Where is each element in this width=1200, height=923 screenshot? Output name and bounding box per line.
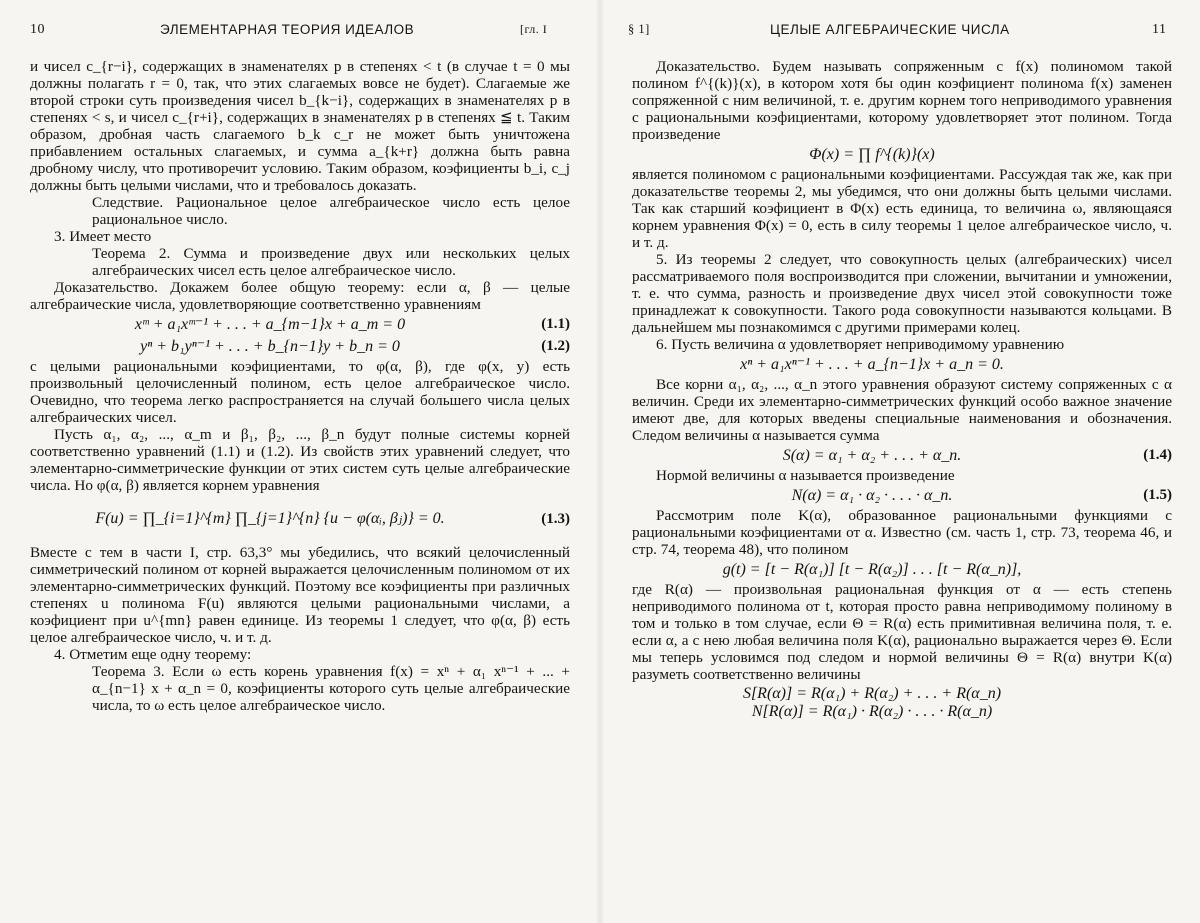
- page-number: 11: [1152, 22, 1167, 37]
- equation: [632, 354, 1172, 375]
- equation: [632, 559, 1172, 580]
- equation-expr: S(α) = α₁ + α₂ + . . . + α_n.: [782, 447, 962, 464]
- paragraph: 4. Отметим еще одну теорему:: [54, 646, 252, 663]
- equation-number: (1.5): [1143, 487, 1172, 503]
- corollary: Следствие. Рациональное целое алгебраическое число есть целое рациональное число.: [92, 194, 570, 228]
- equation-expr-pair: [632, 685, 1112, 721]
- running-title: ЦЕЛЫЕ АЛГЕБРАИЧЕСКИЕ ЧИСЛА: [770, 22, 1010, 37]
- paragraph: 3. Имеет место: [54, 228, 152, 245]
- running-title: ЭЛЕМЕНТАРНАЯ ТЕОРИЯ ИДЕАЛОВ: [160, 22, 415, 37]
- equation: [632, 684, 1172, 722]
- equation-number: (1.4): [1143, 447, 1172, 463]
- paragraph: 6. Пусть величина α удовлетворяет неприводимому уравнению: [656, 336, 1065, 353]
- equation: [30, 495, 570, 543]
- paragraph: с целыми рациональными коэфициентами, то φ(α, β), где φ(x, y) есть произвольный целочисленный полином, есть целое алгебраическое число. Очевидно, что теорема легко распространяется на случай большего числа целых алгебраических чисел.: [30, 358, 570, 426]
- proof: Доказательство. Будем называть сопряженным с f(x) полиномом такой полином f^{(k)}(x), в котором хотя бы один коэфициент полинома f(x) заменен сопряженной с ним величиной, т. е. другим корнем того неприводимого уравнения с рациональными коэфициентами, которому удовлетворяет этот полином. Тогда произведение: [632, 58, 1172, 143]
- section-mark: § 1]: [628, 22, 650, 36]
- paragraph: Все корни α₁, α₂, ..., α_n этого уравнения образуют систему сопряженных с α величин. Среди их элементарно-симметрических функций особо важное значение имеют две, для которых введены специальные наименования и обозначения. Следом величины α называется сумма: [632, 376, 1172, 444]
- paragraph: где R(α) — произвольная рациональная функция от α — есть степень неприводимого полинома от t, которая просто равна неприводимому полиному в том и только в том случае, если Θ = R(α) есть примитивная величина поля, т. е. если α, а с нею любая величина поля K(α), рационально выражается через Θ. Если мы теперь условимся под следом и нормой величины Θ = R(α) внутри K(α) разуметь соответственно величины: [632, 581, 1172, 683]
- equation: [30, 336, 570, 357]
- equation: [632, 485, 1172, 506]
- equation-expr: F(u) = ∏_{i=1}^{m} ∏_{j=1}^{n} {u − φ(αᵢ, βⱼ)} = 0.: [95, 510, 445, 527]
- equation-expr: yⁿ + b₁yⁿ⁻¹ + . . . + b_{n−1}y + b_n = 0: [140, 338, 400, 355]
- equation-number: (1.3): [541, 511, 570, 527]
- equation-number: (1.1): [541, 316, 570, 332]
- equation-number: (1.2): [541, 338, 570, 354]
- paragraph: и чисел c_{r−i}, содержащих в знаменателях p в степенях < t (в случае t = 0 мы должны полагать r = 0, так, что этих слагаемых вовсе не будет). Слагаемые же второй строки суть произведения чисел b_{k−i}, содержащих в знаменателях p в степенях < s, и чисел c_{r+i}, содержащих в знаменателях p в степенях ≦ t. Таким образом, дробная часть слагаемого b_k c_r не может быть уничтожена прибавлением остальных слагаемых, и сумма a_{k+r} должна быть равна дробному числу, что противоречит условию. Таким образом, коэфициенты b_i, c_j должны быть целыми числами, что и требовалось доказать.: [30, 58, 570, 194]
- page-number: 10: [30, 22, 45, 37]
- right-page: [600, 0, 1200, 923]
- paragraph: Рассмотрим поле K(α), образованное рациональными функциями с рациональными коэфициентами от α. Известно (см. часть 1, стр. 73, теорема 46, и стр. 74, теорема 48), что полином: [632, 507, 1172, 558]
- paragraph: Вместе с тем в части I, стр. 63,3° мы убедились, что всякий целочисленный симметрический полином от корней выражается целочисленным полиномом от их элементарно-симметрических функций. Поэтому все коэфициенты при различных степенях u полинома F(u) являются целыми рациональными числами, а коэфициент при u^{mn} равен единице. Из теоремы 1 следует, что φ(α, β) есть целое алгебраическое число, ч. и т. д.: [30, 544, 570, 646]
- equation-expr: S[R(α)] = R(α₁) + R(α₂) + . . . + R(α_n): [742, 685, 1002, 702]
- paragraph: Нормой величины α называется произведение: [656, 467, 955, 484]
- theorem-2: Теорема 2. Сумма и произведение двух или нескольких целых алгебраических чисел есть целое алгебраическое число.: [92, 245, 570, 279]
- theorem-3: Теорема 3. Если ω есть корень уравнения f(x) = xⁿ + α₁ xⁿ⁻¹ + ... + α_{n−1} x + α_n = 0, коэфициенты которого суть целые алгебраические числа, то ω есть целое алгебраическое число.: [92, 663, 570, 714]
- left-page-body: [30, 58, 570, 714]
- equation-expr: N[R(α)] = R(α₁) · R(α₂) · . . . · R(α_n): [751, 703, 993, 720]
- equation-expr: g(t) = [t − R(α₁)] [t − R(α₂)] . . . [t − R(α_n)],: [722, 561, 1022, 578]
- right-page-header: [600, 22, 1200, 42]
- equation-expr: N(α) = α₁ · α₂ · . . . · α_n.: [791, 487, 953, 504]
- equation-expr: Φ(x) = ∏ f^{(k)}(x): [809, 146, 935, 163]
- paragraph: 5. Из теоремы 2 следует, что совокупность целых (алгебраических) чисел рассматриваемого поля воспроизводится при сложении, вычитании и умножении, т. е. что сумма, разность и произведение двух чисел этой совокупности тоже принадлежат к совокупности. Такого рода совокупности называются кольцами. В дальнейшем мы познакомимся с другими примерами колец.: [632, 251, 1172, 336]
- equation-expr: xⁿ + a₁xⁿ⁻¹ + . . . + a_{n−1}x + a_n = 0.: [740, 356, 1004, 373]
- paragraph: является полиномом с рациональными коэфициентами. Рассуждая так же, как при доказательстве теоремы 2, мы убедимся, что они должны быть целыми числами. Так как старший коэфициент в Φ(x) есть единица, то величина ω, являющаяся корнем уравнения Φ(x) = 0, есть в силу теоремы 1 целое алгебраическое число, ч. и т. д.: [632, 166, 1172, 251]
- equation: [632, 445, 1172, 466]
- proof: Доказательство. Докажем более общую теорему: если α, β — целые алгебраические числа, удовлетворяющие соответственно уравнениям: [30, 279, 570, 313]
- right-page-body: [632, 58, 1172, 723]
- left-page-header: [0, 22, 600, 42]
- equation-expr: xᵐ + a₁xᵐ⁻¹ + . . . + a_{m−1}x + a_m = 0: [134, 316, 406, 333]
- chapter-mark: [гл. I: [520, 22, 548, 36]
- equation: [632, 144, 1172, 165]
- paragraph: Пусть α₁, α₂, ..., α_m и β₁, β₂, ..., β_n будут полные системы корней соответственно уравнений (1.1) и (1.2). Из свойств этих уравнений следует, что элементарно-симметрические функции от этих систем суть целые алгебраические числа. Но φ(α, β) является корнем уравнения: [30, 426, 570, 494]
- equation: [30, 314, 570, 335]
